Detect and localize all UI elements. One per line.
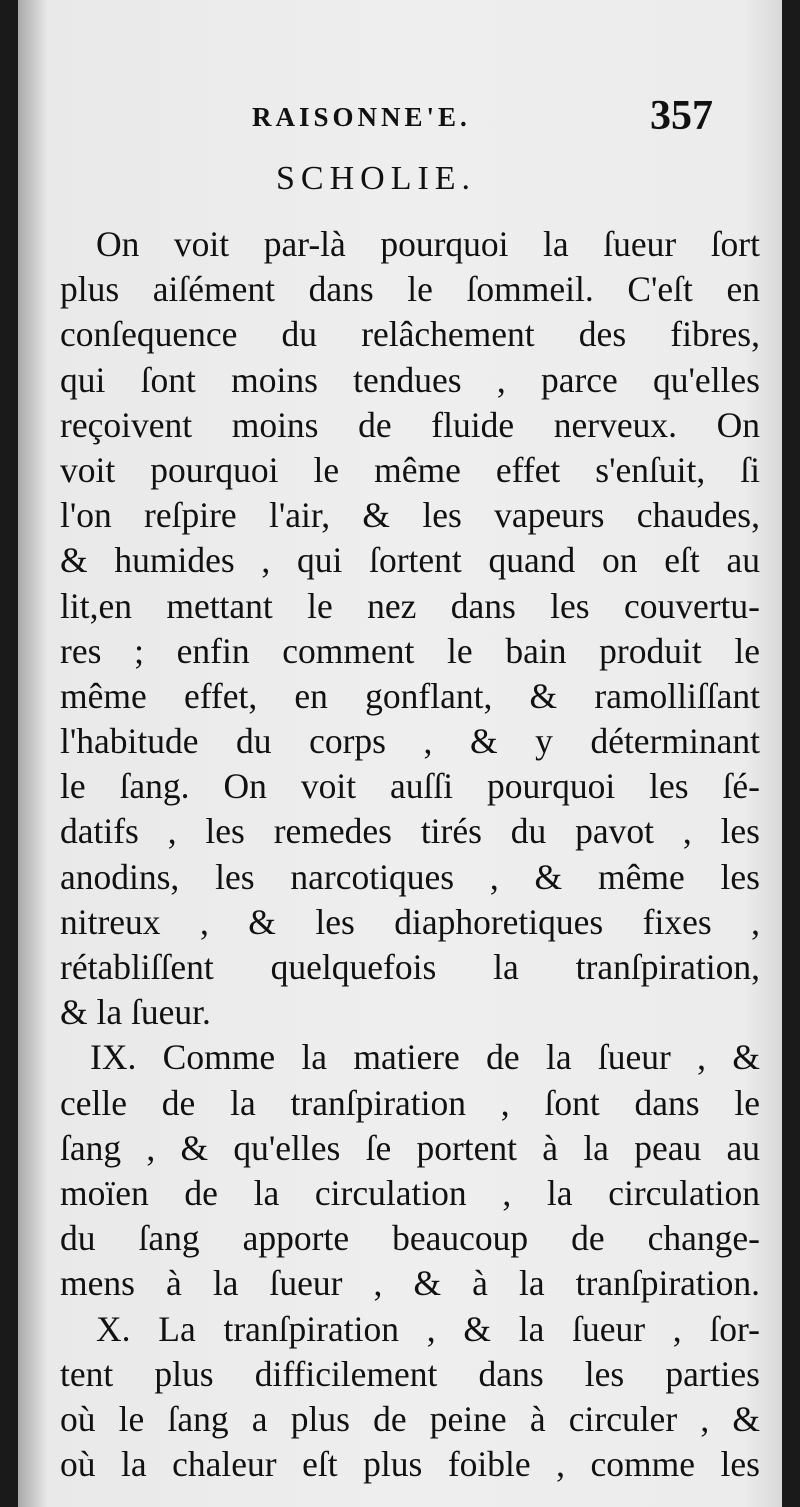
section-title: SCHOLIE. [276, 160, 477, 197]
text-line: datifs , les remedes tirés du pavot , les [60, 811, 760, 852]
text-line: mens à la ſueur , & à la tranſpiration. [60, 1263, 760, 1304]
text-line: plus aiſément dans le ſommeil. C'eſt en [60, 269, 760, 310]
text-line: moïen de la circulation , la circulation [60, 1172, 760, 1213]
body-text [60, 222, 760, 1487]
running-title: RAISONNE'E. [252, 102, 471, 132]
text-line: ſang , & qu'elles ſe portent à la peau au [60, 1127, 760, 1168]
text-line: & la ſueur. [60, 992, 211, 1033]
text-line: qui ſont moins tendues , parce qu'elles [60, 359, 760, 400]
text-line: du ſang apporte beaucoup de change- [60, 1218, 760, 1259]
text-line: tent plus difficilement dans les parties [60, 1353, 760, 1394]
text-line: le ſang. On voit auſſi pourquoi les ſé- [60, 766, 760, 807]
text-line: X. La tranſpiration , & la ſueur , ſor- [96, 1308, 760, 1349]
text-line: voit pourquoi le même effet s'enſuit, ſi [60, 449, 760, 490]
text-line: rétabliſſent quelquefois la tranſpiration, [60, 947, 760, 987]
text-line: IX. Comme la matiere de la ſueur , & [90, 1037, 760, 1078]
text-line: res ; enfin comment le bain produit le [60, 630, 760, 671]
page-number: 357 [650, 93, 713, 139]
text-line: celle de la tranſpiration , ſont dans le [60, 1082, 760, 1123]
text-line: conſequence du relâchement des fibres, [60, 314, 760, 355]
text-line: même effet, en gonflant, & ramolliſſant [60, 675, 760, 716]
text-line: reçoivent moins de fluide nerveux. On [60, 404, 760, 445]
text-line: l'habitude du corps , & y déterminant [60, 721, 760, 762]
text-line: anodins, les narcotiques , & même les [60, 856, 760, 897]
text-line: où la chaleur eſt plus foible , comme les [60, 1444, 760, 1485]
text-line: & humides , qui ſortent quand on eſt au [60, 540, 760, 581]
page-gutter-shadow [18, 0, 48, 1507]
text-line: où le ſang a plus de peine à circuler , & [60, 1398, 760, 1439]
text-line: nitreux , & les diaphoretiques fixes , [60, 901, 760, 942]
book-page [18, 0, 782, 1507]
text-line: l'on reſpire l'air, & les vapeurs chaudes, [60, 495, 760, 536]
text-line: lit,en mettant le nez dans les couvertu- [60, 585, 760, 626]
text-line: On voit par-là pourquoi la ſueur ſort [96, 224, 760, 264]
page-header [18, 92, 782, 152]
